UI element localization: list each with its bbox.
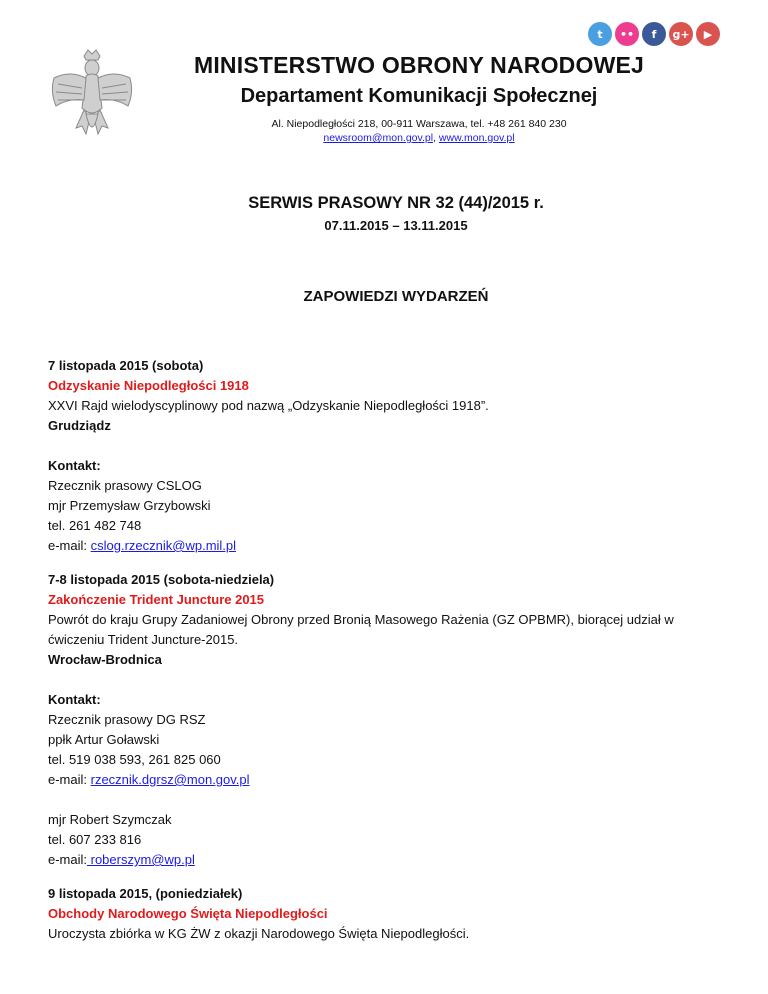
press-service-title: SERWIS PRASOWY NR 32 (44)/2015 r.	[248, 194, 544, 212]
contact2-email-link[interactable]: roberszym@wp.pl	[87, 852, 195, 867]
contact-tel: tel. 261 482 748	[48, 518, 142, 533]
letterhead	[160, 52, 678, 144]
flickr-icon[interactable]: ••	[615, 22, 639, 46]
section-title: ZAPOWIEDZI WYDARZEŃ	[303, 288, 489, 305]
events-list	[48, 356, 728, 944]
contact2-tel: tel. 607 233 816	[48, 832, 142, 847]
contact-name: mjr Przemysław Grzybowski	[48, 498, 211, 513]
contact-email-link[interactable]: rzecznik.dgrsz@mon.gov.pl	[90, 772, 250, 787]
event-description: Powrót do kraju Grupy Zadaniowej Obrony przed Bronią Masowego Rażenia (GZ OPBMR), biorącej udział w ćwiczeniu Trident Juncture-2015.	[48, 612, 674, 647]
contact-role: Rzecznik prasowy DG RSZ	[48, 712, 206, 727]
contact2-name: mjr Robert Szymczak	[48, 812, 172, 827]
ministry-name: MINISTERSTWO OBRONY NARODOWEJ	[193, 52, 645, 78]
contact-label: Kontakt:	[48, 458, 101, 473]
event-title: Zakończenie Trident Juncture 2015	[48, 592, 265, 607]
contact-role: Rzecznik prasowy CSLOG	[48, 478, 202, 493]
event-description: Uroczysta zbiórka w KG ŻW z okazji Narodowego Święta Niepodległości.	[48, 926, 470, 941]
contact2-email-line	[48, 850, 728, 870]
website-link[interactable]: www.mon.gov.pl	[438, 132, 515, 144]
eagle-emblem-icon	[46, 48, 138, 144]
contact-email-link[interactable]: cslog.rzecznik@wp.mil.pl	[90, 538, 237, 553]
email-label: e-mail:	[48, 852, 88, 867]
event-title: Odzyskanie Niepodległości 1918	[48, 378, 249, 393]
contact-label: Kontakt:	[48, 692, 101, 707]
contact-tel: tel. 519 038 593, 261 825 060	[48, 752, 221, 767]
event-date: 7 listopada 2015 (sobota)	[48, 358, 204, 373]
event-place: Grudziądz	[48, 418, 111, 433]
link-separator: ,	[433, 132, 439, 144]
youtube-icon[interactable]: ▶	[696, 22, 720, 46]
event-place: Wrocław-Brodnica	[48, 652, 162, 667]
contact-name: ppłk Artur Goławski	[48, 732, 160, 747]
social-links	[588, 22, 720, 46]
event-description: XXVI Rajd wielodyscyplinowy pod nazwą „Odzyskanie Niepodległości 1918”.	[48, 398, 489, 413]
email-label: e-mail:	[48, 538, 91, 553]
department-name: Departament Komunikacji Społecznej	[240, 85, 598, 107]
newsroom-email-link[interactable]: newsroom@mon.gov.pl	[323, 132, 434, 144]
contact-email-line	[48, 770, 728, 790]
event-title: Obchody Narodowego Święta Niepodległości	[48, 906, 328, 921]
email-label: e-mail:	[48, 772, 91, 787]
contact-links	[160, 132, 678, 144]
twitter-icon[interactable]: t	[588, 22, 612, 46]
address: Al. Niepodległości 218, 00-911 Warszawa, tel. +48 261 840 230	[271, 118, 567, 130]
press-service-dates: 07.11.2015 – 13.11.2015	[324, 218, 468, 233]
googleplus-icon[interactable]: g+	[669, 22, 693, 46]
contact-email-line	[48, 536, 728, 556]
event-date: 9 listopada 2015, (poniedziałek)	[48, 886, 243, 901]
event-date: 7-8 listopada 2015 (sobota-niedziela)	[48, 572, 275, 587]
facebook-icon[interactable]: f	[642, 22, 666, 46]
